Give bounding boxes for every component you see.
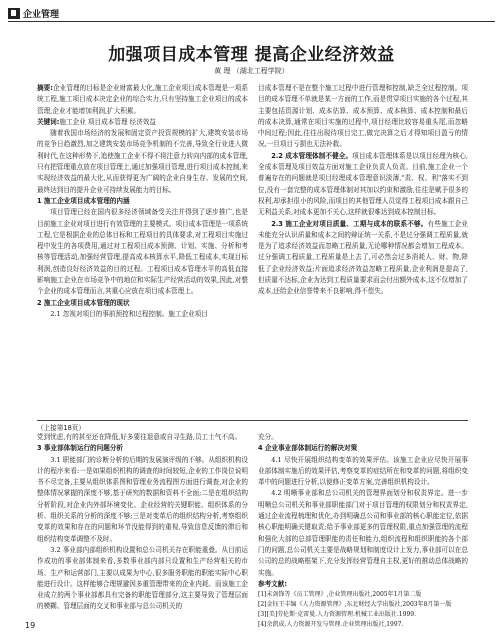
- column-4-top: 充分。: [258, 433, 278, 441]
- section-3-2-text: 3.2 事业部内部组织机构设置和总公司机关存在职能重叠。从目前运作成功的事业部体制来看,多数事业部内部只设置和生产经营相关的市场、生产和运营部门,主要以成果为中心,很多服务职能的职能实际中心职能进行设计。这样能够合理规避因多重管理带来的企业内耗。而该施工企业成立的两个事业部都具有完备的职能管理部分,这主要导致了管理层面的模糊、管理层面的交叉和事业部与总公司机关的: [37, 545, 248, 611]
- journal-header: [8, 6, 59, 20]
- continued-from-label: （上接第18页）: [37, 424, 85, 432]
- section-4-1-text: 4.1 尽快开展组织结构变革的效果评估。该施工企业应尽快开展事业部体制实施后的效果评估,考察变革的症结所在和变革的问题,将组织变革中的问题进行分析,以便修正变革方案,完善组织机构设计。: [258, 455, 468, 487]
- section-3-heading: 3 事业部体制运行的问题分析: [37, 444, 124, 453]
- column-3: [37, 432, 248, 613]
- section-1-heading: 1 施工企业项目成本管理的内涵: [37, 196, 130, 205]
- section-2-1-text: 2.1 忽视对项目的事前预控和过程控制。施工企业项目: [50, 309, 208, 318]
- continued-text: 党到忧虑,有的甚至还在降低,好多要往退意或自寻生路,员工士气不高。: [37, 433, 242, 441]
- section-2-2: 2.2 成本管理体制不健全。项目成本管理体系是以项目经理为核心,全成本管理及项目效益方面对施工企业负责人负责。目前,施工企业一个普遍存在的问题就是项目经理成本管理意识淡薄,"责、权、利"落实不到位,没有一套完整的成本管理体制对其加以约束和激励,往往是赋予很多的权利,却承担很小的风险,而项目的其他管理人员觉得工程项目成本跟自己无利益关系,对成本更加不关心,这样就很难达到成本控制目标。: [258, 151, 468, 217]
- reference-item: [4]余凯成.人力资源开发与管理.企业管理出版社,1997.: [258, 621, 404, 629]
- section-2-heading: 2 施工企业项目成本管理的现状: [37, 298, 130, 307]
- article-title: 加强项目成本管理 提高企业经济效益: [108, 45, 395, 65]
- section-2-1-continued: 目成本管理不是在整个施工过程中进行管理和控制,缺乏全过程控制。项目的成本管理不单就是某一方面的工作,而是贯穿项目实施的各个过程,其主要包括资源计划、成本估算、成本预算、成本核算、成本控制和最后的成本决算,通常在项目实施的过程中,项目经理比较容易重头尾,而忽略中间过程;因此,往往出现待项目完工,做完决算之后才得知项目盈亏的情况,一旦项目亏损也无法补救。: [258, 84, 468, 149]
- header-rule: [8, 21, 495, 22]
- section-2-3: 2.3 施工企业对项目质量、工期与成本的联系不够。有些施工企业未能充分认识质量和成本之间的辩证统一关系,不是过分强调工程质量,就是为了追求经济效益而忽略工程质量,无论哪种情况都会增加工程成本。过分强调工程质量,工程质量是上去了,可必然会过多消耗人、财、物,降低了企业经济效益;片面追求经济效益忽略工程质量,企业利润是提高了,但质量不达标,企业为达到工程质量要求而会付出额外成本,这不仅增加了成本,还给企业信誉带来不良影响,得不偿失。: [258, 219, 468, 296]
- column-1: [37, 83, 248, 320]
- section-4-heading: 4 企业事业部体制运行的解决对策: [258, 444, 358, 453]
- reference-item: [2]金钰王丰编《人力资源管理》,东北财经大学出版社,2003年8月第一版: [258, 601, 452, 609]
- section-3-1-text: 3.1 职能部门的诊断分析的后期的发展演评级的不够。从组织机构设计的程序来看:一是如果组织机构的调查的时间较短,企业的工作岗位说明书不尽完备,主要从组织体系图和管理业务流程图方面进行调查,对企业的整体情况掌握的深度不够,基于研究的数据和资料不全面;二是在组织结构分析阶段,对企业内外部环境变化、企业经营的关键职能、组织体系的分析、组织关系的分析的深度不够;三是对变革后的组织结构分析,考察组织变革的效果和存在的问题和环节没能得到的重视,导致信息反馈的滞后和组织结构变革调整不及时。: [37, 455, 248, 543]
- section-4-2-text: 4.2 明晰事业部和总公司机关的管理界面划分和权责界定。进一步明晰总公司机关和事业部职能部门对于项目管理的权限划分和权责界定,通过企业流程梳理和优化,办到明确总公司和事业部的核心职能定位,依据核心职能明确关键取责;给予事业部更多的管理权限,重点加强管理的流程和强化大部的总部管理职能的责任和能力,组织流程和组织职能的各个部门的问题,总公司机关主要是战略规划和制度设计上发力,事业部可以在总公司的总的战略框架下,充分发挥经营管理自主权,更好的推动总体战略的实施。: [258, 489, 468, 577]
- column-2: [258, 83, 468, 298]
- section-1-text: 项目管理已经在国内很多经济领域备受关注并得到了逐步推广,也是目前施工企业对项目进行有效管理的主要模式。项目成本管理是一项系统工程,它是根据企业的总体目标和工程项目的具体要求,对工程项目实施过程中发生的各项费用,通过对工程项目成本预测、计划、实施、分析和考核等管理活动,加强经营管理,提高成本核算水平,降低工程成本,实现目标利润,创造良好经济效益的目的过程。工程项目成本管理水平的高低直接影响施工企业在市场竞争中的地位和实际生产经营活动的效果,因此,对整个企业的成本管理而言,其重心应放在项目成本管理上。: [37, 208, 248, 296]
- article-author: 黄 理 （湖北工程学院）: [214, 67, 289, 75]
- page-number: 19: [25, 621, 36, 630]
- article-separator: [37, 420, 468, 421]
- keywords: 关键词:施工企业 项目成本管理 经济效益: [37, 117, 156, 126]
- journal-section-label: 企业管理: [23, 9, 60, 20]
- abstract: 摘要:企业管理的目标是企业财富最大化,施工企业项目成本管理是一项系统工程,施工项目成本决定企业的综合实力,只有坚持施工企业项目的成本管理,企业才能增加利润,扩大积累。: [37, 84, 248, 115]
- intro-paragraph: 随着我国市场经济的发展和固定资产投资规模的扩大,建筑安装市场的竞争日趋激烈,加之建筑安装市场竞争机制的不完善,导致全行业进入微利时代,在这种形势下,追使施工企业不得不将注意力转向内部的成本管理,只有把管理重点放在项目管理上,通过加强项目管理,进行项目成本控制,来实现经济效益的最大化,从而获得更为广阔的企业自身生存、发展的空间,最终达到目的提升企业可持续发展能力的目标。: [37, 129, 248, 194]
- building-icon: [8, 8, 20, 19]
- column-4: [258, 432, 468, 630]
- reference-item: [3][美]劳伦斯·克雷曼.人力资源管理.机械工业出版社.1999.: [258, 611, 416, 619]
- reference-item: [1]未剑锋等《员工管理》,企业管理出版社,2005年1月第二版: [258, 591, 422, 599]
- references-label: 参考文献:: [258, 579, 288, 588]
